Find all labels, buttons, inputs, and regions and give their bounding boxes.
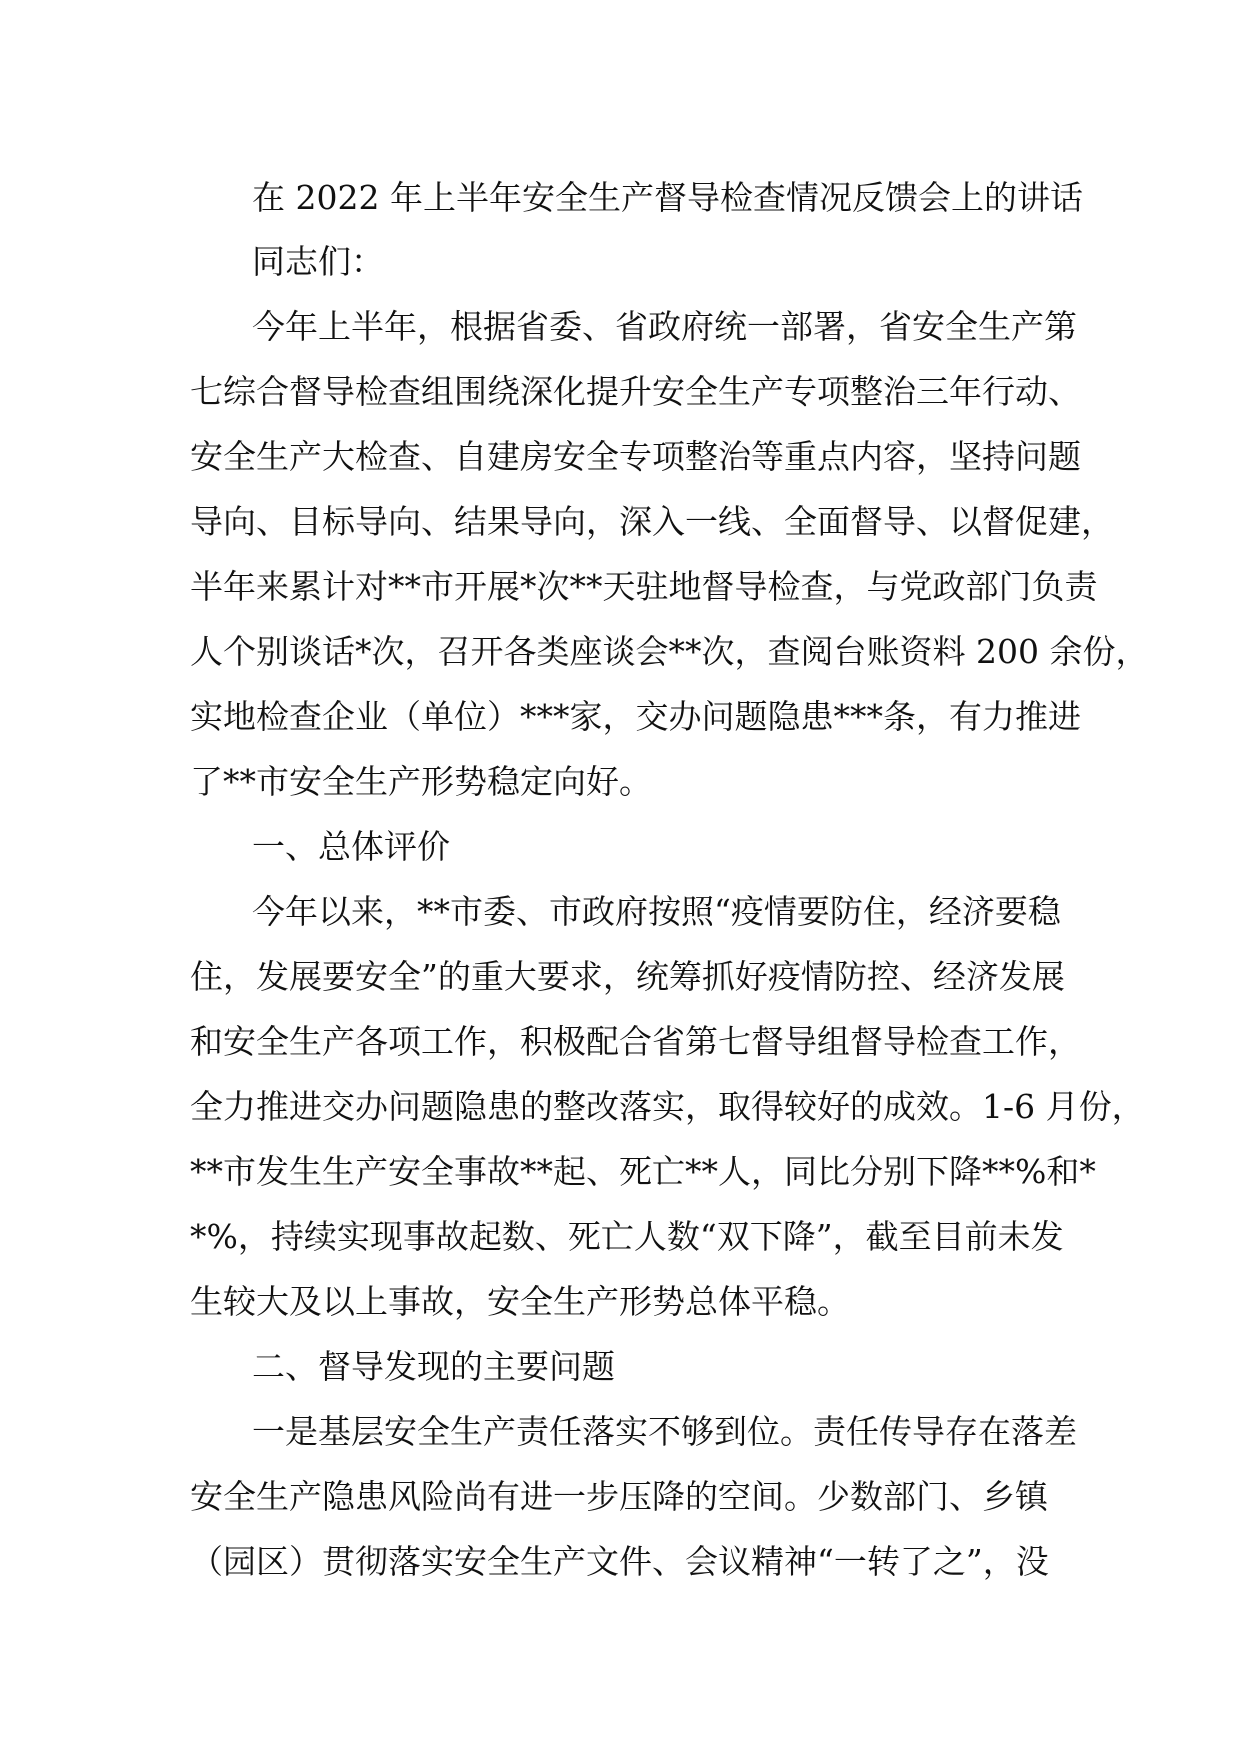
paragraph-line: 住，发展要安全”的重大要求，统筹抓好疫情防控、经济发展 (190, 957, 1065, 996)
section-heading: 一、总体评价 (252, 827, 450, 866)
paragraph-line: 安全生产大检查、自建房安全专项整治等重点内容，坚持问题 (190, 437, 1081, 476)
paragraph-line: 半年来累计对**市开展*次**天驻地督导检查，与党政部门负责 (190, 567, 1098, 606)
salutation: 同志们： (252, 242, 384, 281)
paragraph-line: 实地检查企业（单位）***家，交办问题隐患***条，有力推进 (190, 697, 1081, 736)
paragraph-line: *%，持续实现事故起数、死亡人数“双下降”，截至目前未发 (190, 1217, 1064, 1256)
paragraph-line: 今年上半年，根据省委、省政府统一部署，省安全生产第 (252, 307, 1077, 346)
paragraph-line: 一是基层安全生产责任落实不够到位。责任传导存在落差 (252, 1412, 1077, 1451)
document-title: 在 2022 年上半年安全生产督导检查情况反馈会上的讲话 (252, 178, 1083, 217)
paragraph-line: 全力推进交办问题隐患的整改落实，取得较好的成效。1-6 月份， (190, 1087, 1145, 1126)
section-heading: 二、督导发现的主要问题 (252, 1347, 615, 1386)
paragraph-line: **市发生生产安全事故**起、死亡**人，同比分别下降**%和* (190, 1152, 1096, 1191)
paragraph-line: （园区）贯彻落实安全生产文件、会议精神“一转了之”，没 (190, 1542, 1049, 1581)
paragraph-line: 了**市安全生产形势稳定向好。 (190, 762, 652, 801)
paragraph-line: 导向、目标导向、结果导向，深入一线、全面督导、以督促建， (190, 502, 1114, 541)
paragraph-line: 七综合督导检查组围绕深化提升安全生产专项整治三年行动、 (190, 372, 1081, 411)
paragraph-line: 安全生产隐患风险尚有进一步压降的空间。少数部门、乡镇 (190, 1477, 1048, 1516)
paragraph-line: 人个别谈话*次，召开各类座谈会**次，查阅台账资料 200 余份， (190, 632, 1149, 671)
paragraph-line: 生较大及以上事故，安全生产形势总体平稳。 (190, 1282, 850, 1321)
paragraph-line: 今年以来，**市委、市政府按照“疫情要防住，经济要稳 (252, 892, 1061, 931)
paragraph-line: 和安全生产各项工作，积极配合省第七督导组督导检查工作， (190, 1022, 1081, 1061)
